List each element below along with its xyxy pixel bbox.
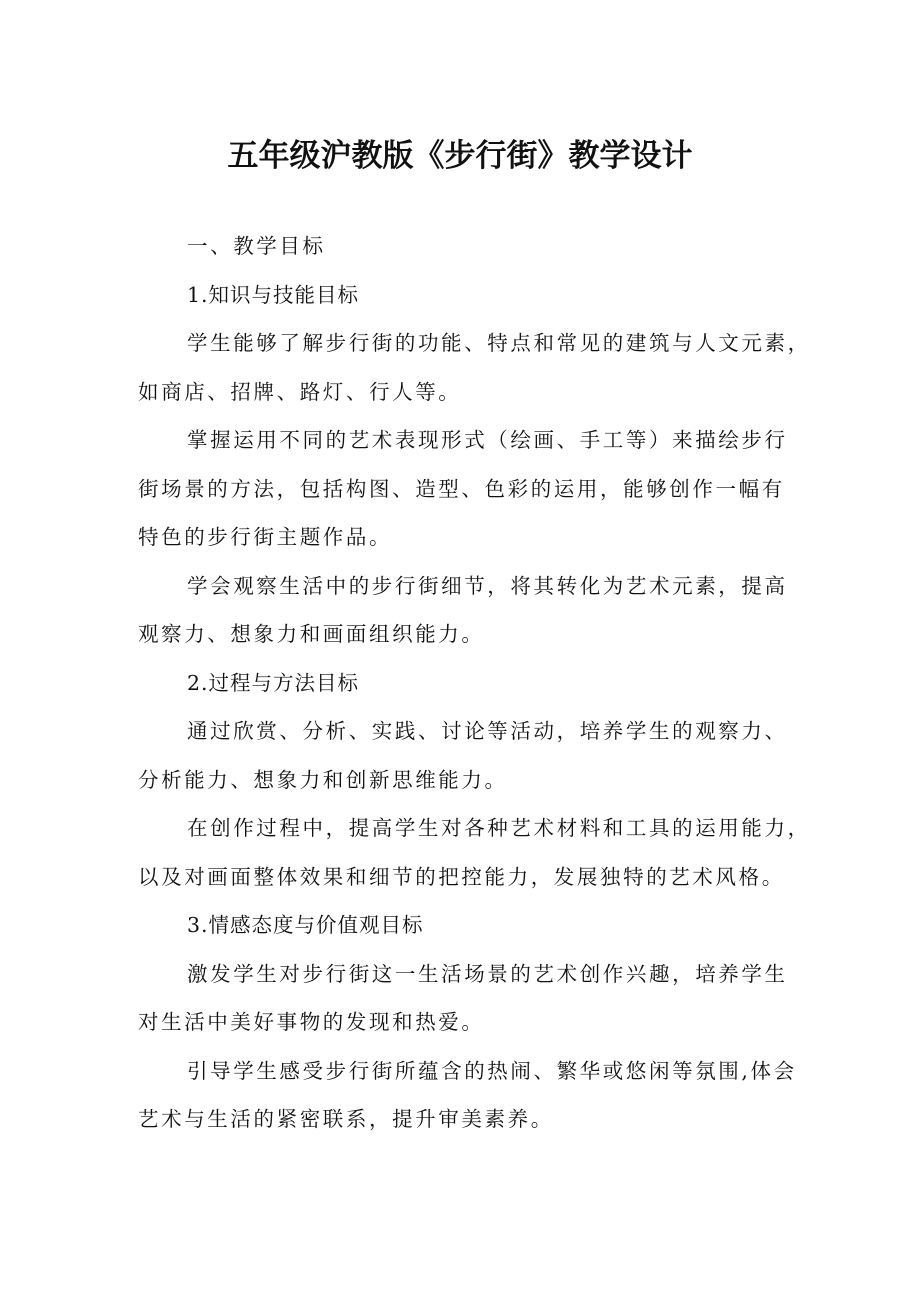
section-heading: 一、教学目标: [187, 234, 326, 258]
paragraph-line: 学会观察生活中的步行街细节，将其转化为艺术元素，提高: [187, 574, 788, 598]
paragraph-line: 如商店、招牌、路灯、行人等。: [138, 380, 462, 404]
paragraph-line: 艺术与生活的紧密联系，提升审美素养。: [138, 1107, 554, 1131]
paragraph-line: 街场景的方法，包括构图、造型、色彩的运用，能够创作一幅有: [138, 477, 785, 501]
paragraph-line: 观察力、想象力和画面组织能力。: [138, 622, 485, 646]
paragraph-line: 在创作过程中，提高学生对各种艺术材料和工具的运用能力，: [187, 816, 811, 840]
paragraph-line: 引导学生感受步行街所蕴含的热闹、繁华或悠闲等氛围,体会: [187, 1059, 797, 1083]
paragraph-line: 分析能力、想象力和创新思维能力。: [138, 768, 508, 792]
paragraph-line: 特色的步行街主题作品。: [138, 525, 393, 549]
paragraph-line: 以及对画面整体效果和细节的把控能力，发展独特的艺术风格。: [138, 865, 785, 889]
paragraph-line: 通过欣赏、分析、实践、讨论等活动，培养学生的观察力、: [187, 719, 788, 743]
subsection-heading: 2.过程与方法目标: [187, 671, 360, 695]
paragraph-line: 学生能够了解步行街的功能、特点和常见的建筑与人文元素，: [187, 331, 811, 355]
paragraph-line: 掌握运用不同的艺术表现形式（绘画、手工等）来描绘步行: [187, 428, 788, 452]
paragraph-line: 激发学生对步行街这一生活场景的艺术创作兴趣，培养学生: [187, 962, 788, 986]
subsection-heading: 3.情感态度与价值观目标: [187, 913, 424, 937]
paragraph-line: 对生活中美好事物的发现和热爱。: [138, 1010, 485, 1034]
document-title: 五年级沪教版《步行街》教学设计: [227, 138, 693, 174]
subsection-heading: 1.知识与技能目标: [187, 283, 360, 307]
